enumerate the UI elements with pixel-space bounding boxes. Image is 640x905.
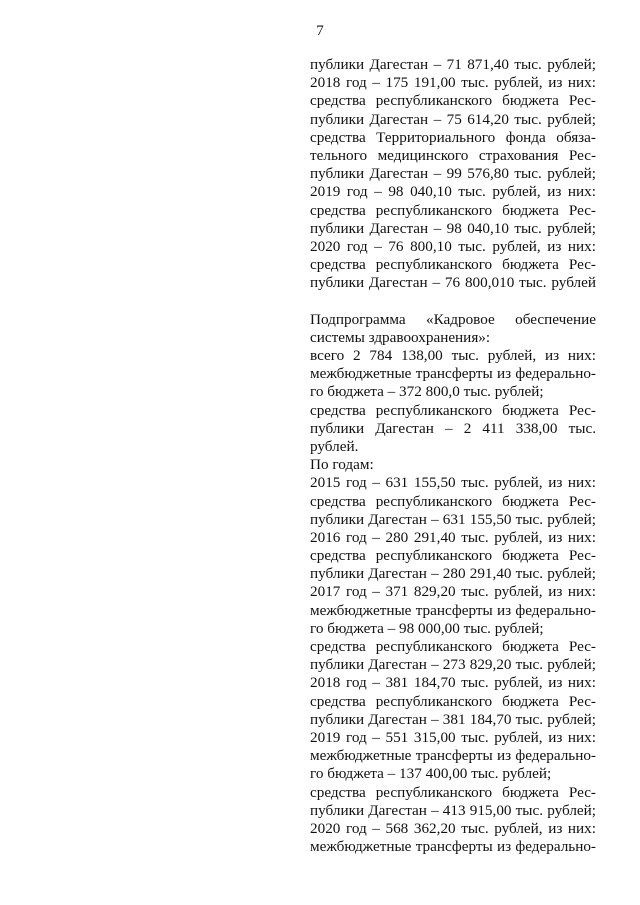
text-line: средства республиканского бюджета Рес- <box>310 92 596 110</box>
text-line: го бюджета – 137 400,00 тыс. рублей; <box>310 765 552 783</box>
text-line: публики Дагестан – 273 829,20 тыс. рублей; <box>310 656 596 674</box>
text-line: 2019 год – 551 315,00 тыс. рублей, из них: <box>310 728 596 746</box>
text-line: 2018 год – 175 191,00 тыс. рублей, из них: <box>310 74 596 92</box>
text-line: межбюджетные трансферты из федерально- <box>310 838 596 856</box>
text-line: публики Дагестан – 280 291,40 тыс. рублей; <box>310 565 596 583</box>
text-line: 2018 год – 381 184,70 тыс. рублей, из них: <box>310 674 596 692</box>
text-line: средства Территориального фонда обяза- <box>310 128 596 146</box>
text-line: публики Дагестан – 98 040,10 тыс. рублей; <box>310 219 596 237</box>
text-line: го бюджета – 98 000,00 тыс. рублей; <box>310 619 544 637</box>
subprogram-title-line: Подпрограмма «Кадровое обеспечение <box>310 310 596 328</box>
text-line: публики Дагестан – 2 411 338,00 тыс. <box>310 419 596 437</box>
text-line: публики Дагестан – 413 915,00 тыс. рублей; <box>310 801 596 819</box>
text-line: публики Дагестан – 76 800,010 тыс. рублей <box>310 274 596 292</box>
text-line: публики Дагестан – 71 871,40 тыс. рублей; <box>310 56 596 73</box>
text-line: средства республиканского бюджета Рес- <box>310 201 596 219</box>
funding-text-column <box>310 56 596 856</box>
text-line: го бюджета – 372 800,0 тыс. рублей; <box>310 383 544 401</box>
text-line: публики Дагестан – 381 184,70 тыс. рублей; <box>310 710 596 728</box>
subprogram-title-line: системы здравоохранения»: <box>310 328 491 346</box>
text-line: 2019 год – 98 040,10 тыс. рублей, из них: <box>310 183 596 201</box>
text-line: По годам: <box>310 456 374 474</box>
funding-paragraph-previous <box>310 56 596 292</box>
text-line: рублей. <box>310 437 359 455</box>
text-line: средства республиканского бюджета Рес- <box>310 492 596 510</box>
text-line: 2017 год – 371 829,20 тыс. рублей, из них: <box>310 583 596 601</box>
text-line: тельного медицинского страхования Рес- <box>310 146 596 164</box>
text-line: межбюджетные трансферты из федерально- <box>310 747 596 765</box>
text-line: публики Дагестан – 75 614,20 тыс. рублей; <box>310 110 596 128</box>
text-line: средства республиканского бюджета Рес- <box>310 783 596 801</box>
text-line: средства республиканского бюджета Рес- <box>310 401 596 419</box>
text-line: средства республиканского бюджета Рес- <box>310 256 596 274</box>
text-line: всего 2 784 138,00 тыс. рублей, из них: <box>310 347 596 364</box>
text-line: 2020 год – 76 800,10 тыс. рублей, из них: <box>310 237 596 255</box>
text-line: публики Дагестан – 631 155,50 тыс. рублей; <box>310 510 596 528</box>
text-line: 2015 год – 631 155,50 тыс. рублей, из них: <box>310 474 596 492</box>
text-line: средства республиканского бюджета Рес- <box>310 547 596 565</box>
funding-paragraph-staffing-subprogram <box>310 311 596 857</box>
paragraph-gap <box>310 292 596 310</box>
text-line: средства республиканского бюджета Рес- <box>310 638 596 655</box>
text-line: средства республиканского бюджета Рес- <box>310 692 596 710</box>
text-line: межбюджетные трансферты из федерально- <box>310 365 596 383</box>
text-line: публики Дагестан – 99 576,80 тыс. рублей; <box>310 165 596 183</box>
page-number: 7 <box>316 23 324 39</box>
text-line: 2020 год – 568 362,20 тыс. рублей, из них: <box>310 819 596 837</box>
text-line: межбюджетные трансферты из федерально- <box>310 601 596 619</box>
text-line: 2016 год – 280 291,40 тыс. рублей, из них: <box>310 528 596 546</box>
